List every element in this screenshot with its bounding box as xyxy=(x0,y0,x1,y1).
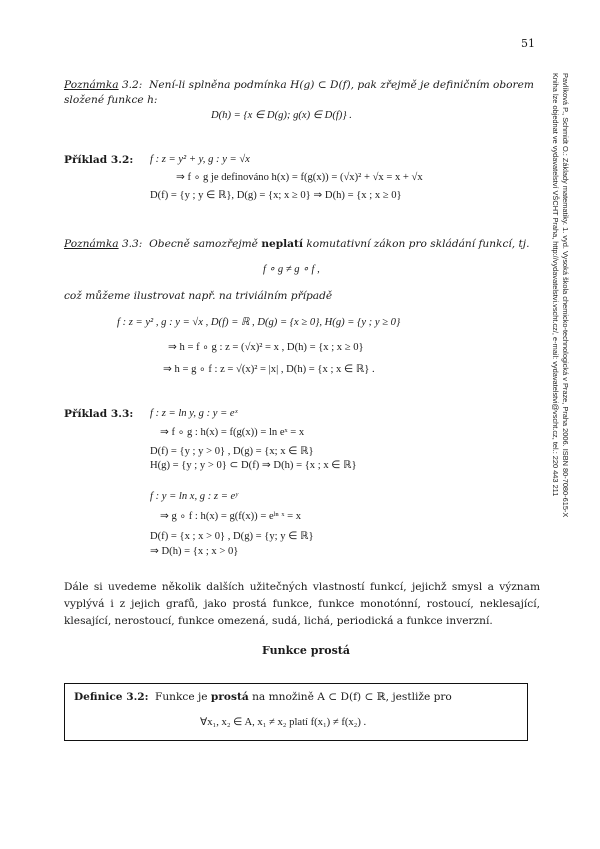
definition-text-bold: prostá xyxy=(210,691,249,703)
example-3-3-line-7: D(f) = {x ; x > 0} , D(g) = {y; y ∈ ℝ} xyxy=(150,531,314,542)
note-number: 3.2: xyxy=(118,79,143,91)
definition-text-a: Funkce je xyxy=(155,691,211,703)
example-3-3-label: Příklad 3.3: xyxy=(64,408,134,420)
note-3-2-line-1 xyxy=(64,78,534,92)
note-3-2-formula: D(h) = {x ∈ D(g); g(x) ∈ D(f)} . xyxy=(211,110,352,121)
example-3-3-line-4: H(g) = {y ; y > 0} ⊂ D(f) ⇒ D(h) = {x ; x ∈ ℝ} xyxy=(150,460,357,471)
note-3-3-formula-2: ⇒ h = f ∘ g : z = (√x)² = x , D(h) = {x ; x ≥ 0} xyxy=(168,342,364,353)
page-number: 51 xyxy=(521,37,535,50)
example-3-2-line-3: D(f) = {y ; y ∈ ℝ}, D(g) = {x; x ≥ 0} ⇒ D(h) = {x ; x ≥ 0} xyxy=(150,190,402,201)
note-text: Není-li splněna podmínka H(g) ⊂ D(f), pak zřejmě je definičním oborem xyxy=(149,79,534,91)
example-3-2-label: Příklad 3.2: xyxy=(64,154,134,166)
body-paragraph: Dále si uvedeme několik dalších užitečných vlastností funkcí, jejichž smysl a význam vyplývá i z jejich grafů, jako prostá funkce, funkce monotónní, rostoucí, neklesající, klesající, nerostoucí, funkce omezená, sudá, lichá, periodická a funkce inverzní. xyxy=(64,581,540,627)
definition-3-2-formula: ∀x₁, x₂ ∈ A, x₁ ≠ x₂ platí f(x₁) ≠ f(x₂) . xyxy=(200,717,367,728)
example-3-3-line-1: f : z = ln y, g : y = eˣ xyxy=(150,408,238,419)
note-3-3-line-1 xyxy=(64,237,529,251)
side-citation-line-1: Pavlíková P., Schmidt O.: Základy matematiky. 1. vyd. Vysoká škola chemicko-technologická v Praze, Praha 2006. ISBN 80-7080-615-X xyxy=(561,73,570,518)
definition-3-2-text xyxy=(155,690,452,704)
example-3-3-line-5: f : y = ln x, g : z = eʸ xyxy=(150,491,238,502)
example-3-2-line-1: f : z = y² + y, g : y = √x xyxy=(150,154,250,165)
definition-3-2-label: Definice 3.2: xyxy=(74,691,149,703)
side-citation xyxy=(551,73,570,573)
note-3-2-line-2: složené funkce h: xyxy=(64,94,158,106)
note-text-c: komutativní zákon pro skládání funkcí, tj. xyxy=(302,238,530,250)
note-3-3-formula-3: ⇒ h = g ∘ f : z = √(x)² = |x| , D(h) = {x ; x ∈ ℝ} . xyxy=(163,364,375,375)
note-text-bold: neplatí xyxy=(261,238,303,250)
side-citation-line-2: Kniha lze objednat ve vydavatelství VŠCHT Praha, http://vydavatelstvi.vscht.cz/, e-mail: vydavatelstvi@vscht.cz, tel.: 220 443 211 xyxy=(551,73,561,497)
note-3-3-line-2: což můžeme ilustrovat např. na triviálním případě xyxy=(64,290,333,302)
note-label: Poznámka xyxy=(64,79,119,91)
section-title: Funkce prostá xyxy=(262,644,350,657)
example-3-2-line-2: ⇒ f ∘ g je definováno h(x) = f(g(x)) = (√x)² + √x = x + √x xyxy=(176,172,423,183)
note-3-3-formula-1: f : z = y² , g : y = √x , D(f) = ℝ , D(g) = {x ≥ 0}, H(g) = {y ; y ≥ 0} xyxy=(117,317,401,328)
definition-text-c: na množině A ⊂ D(f) ⊂ ℝ, jestliže pro xyxy=(248,691,452,703)
example-3-3-line-6: ⇒ g ∘ f : h(x) = g(f(x)) = eˡⁿ ˣ = x xyxy=(160,511,302,522)
note-text-a: Obecně samozřejmě xyxy=(149,238,262,250)
example-3-3-line-8: ⇒ D(h) = {x ; x > 0} xyxy=(150,546,239,557)
note-label: Poznámka xyxy=(64,238,119,250)
note-3-3-formula: f ∘ g ≠ g ∘ f , xyxy=(263,264,320,275)
note-number: 3.3: xyxy=(118,238,143,250)
example-3-3-line-3: D(f) = {y ; y > 0} , D(g) = {x; x ∈ ℝ} xyxy=(150,446,314,457)
example-3-3-line-2: ⇒ f ∘ g : h(x) = f(g(x)) = ln eˣ = x xyxy=(160,427,305,438)
